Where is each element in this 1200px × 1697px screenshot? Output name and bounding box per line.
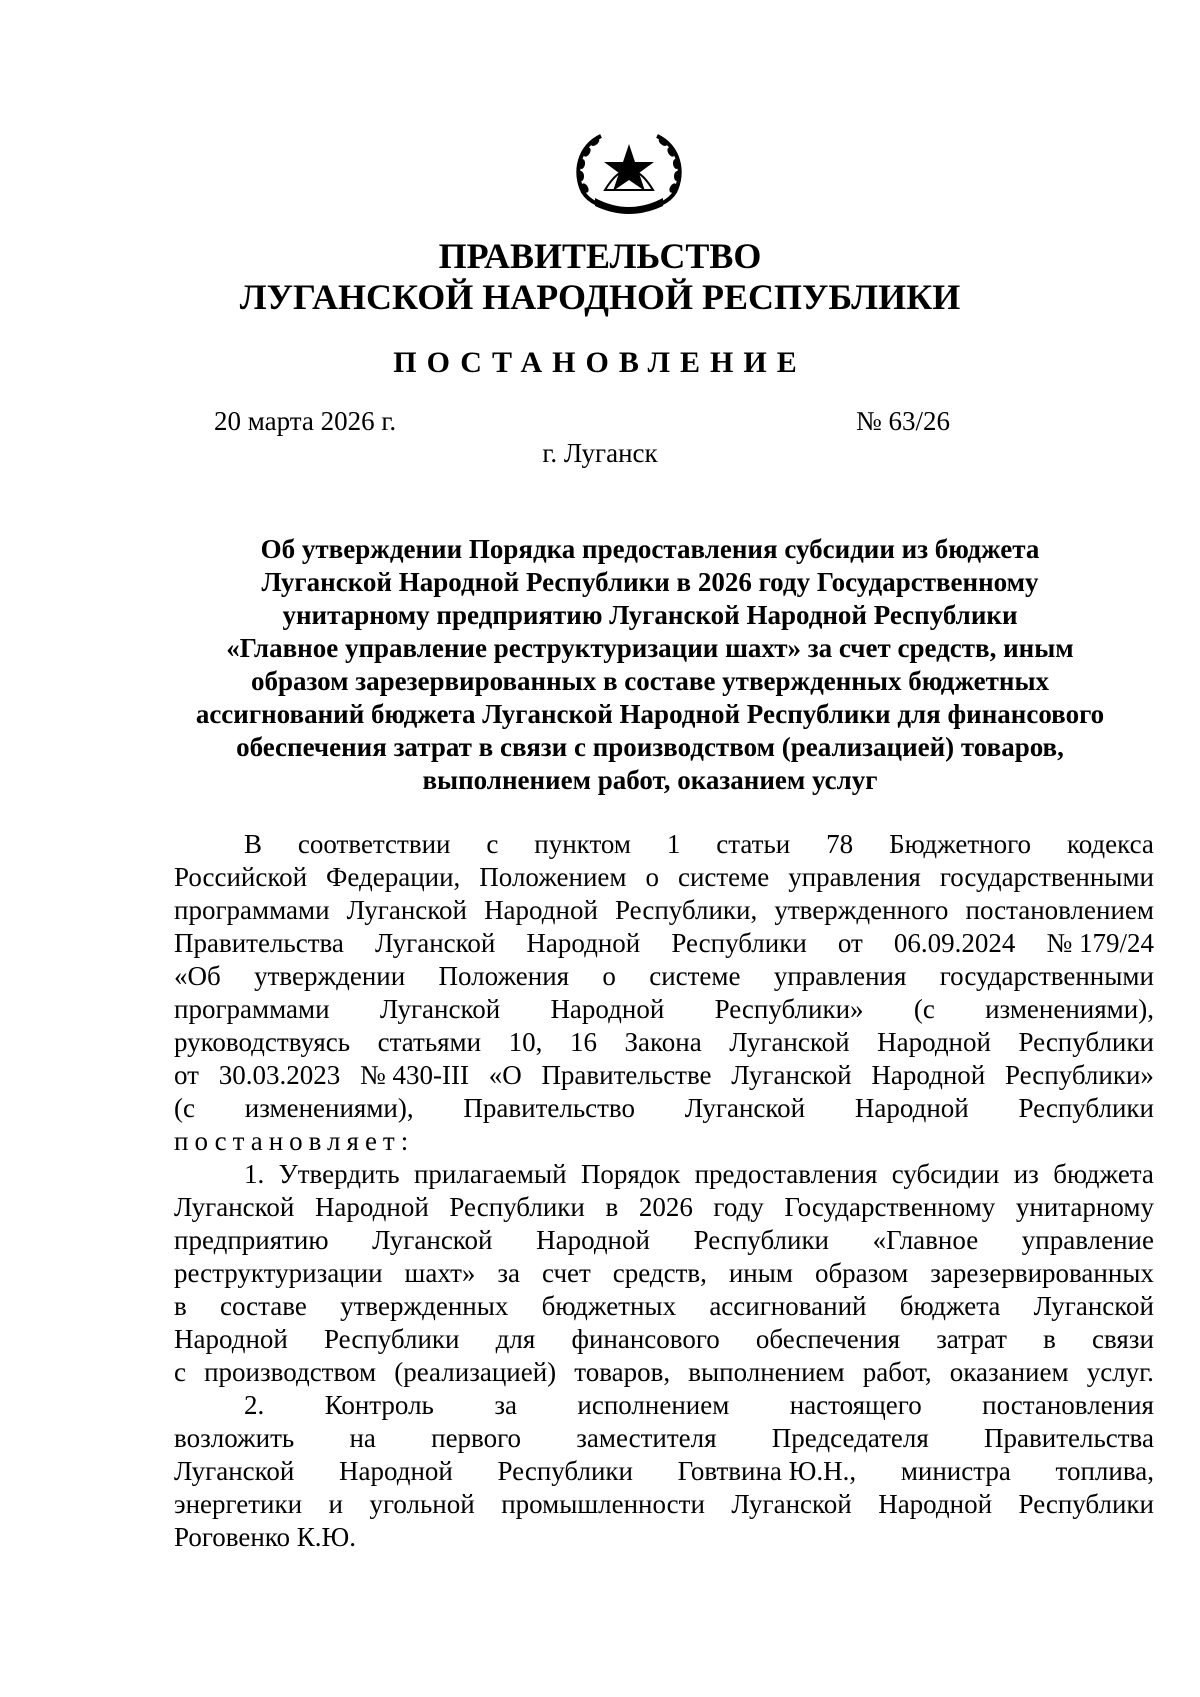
subject-line: «Главное управление реструктуризации шахт» за счет средств, иным	[226, 633, 1074, 663]
body-word: Народной	[484, 895, 598, 925]
body-word: исполнением	[577, 1390, 730, 1420]
body-word: Закона	[624, 1027, 702, 1057]
body-word: Народной	[174, 1324, 288, 1354]
body-word: Луганской	[174, 1456, 295, 1486]
body-word: Луганской	[174, 1192, 295, 1222]
body-word: производством	[204, 1357, 377, 1387]
body-word: Луганской	[731, 1060, 852, 1090]
body-word: финансового	[571, 1324, 720, 1354]
body-word: программами	[174, 994, 330, 1024]
body-word: за	[494, 1390, 517, 1420]
body-word: с	[174, 1357, 186, 1387]
body-word: предоставления	[694, 1159, 878, 1189]
body-word: утвержденного	[774, 895, 949, 925]
body-word: выполнением	[688, 1357, 845, 1387]
body-word: в	[1043, 1324, 1056, 1354]
body-line	[174, 861, 1154, 894]
body-line	[174, 1125, 1154, 1158]
body-word: топлива,	[1055, 1456, 1154, 1486]
body-word: заместителя	[576, 1423, 717, 1453]
body-word: Утвердить	[278, 1159, 400, 1189]
body-line	[174, 1158, 1154, 1191]
body-word: 1.	[244, 1159, 265, 1189]
body-word: постановляет:	[174, 1126, 415, 1156]
body-word: с	[486, 829, 499, 859]
body-word: бюджета	[1053, 1159, 1154, 1189]
body-word: услуг.	[1086, 1357, 1154, 1387]
body-word: постановления	[982, 1390, 1154, 1420]
body-word: счет	[542, 1258, 591, 1288]
government-title	[0, 236, 1200, 318]
subject-line: выполнением работ, оказанием услуг	[422, 765, 878, 795]
subject-line: унитарному предприятию Луганской Народной Республики	[282, 600, 1018, 630]
body-line	[174, 927, 1154, 960]
body-word: Говтвина Ю.Н.,	[677, 1456, 857, 1486]
subject-line: образом зарезервированных в составе утвержденных бюджетных	[250, 666, 1050, 696]
body-word: настоящего	[789, 1390, 922, 1420]
body-word: Положением	[479, 862, 627, 892]
body-line	[174, 1389, 1154, 1422]
body-word: 2026	[638, 1192, 693, 1222]
body-word: Луганской	[684, 1093, 806, 1123]
body-word: Республики	[449, 1192, 585, 1222]
body-line	[174, 993, 1154, 1026]
body-line	[174, 1356, 1154, 1389]
subject-line: Об утверждении Порядка предоставления субсидии из бюджета	[260, 534, 1040, 564]
body-word: бюджетных	[541, 1291, 677, 1321]
body-word: (с	[913, 994, 935, 1024]
body-word: Республики	[1018, 1093, 1154, 1123]
subject-line: обеспечения затрат в связи с производством (реализацией) товаров,	[236, 732, 1064, 762]
body-word: статьями	[377, 1027, 482, 1057]
body-word: Правительства	[174, 928, 344, 958]
body-word: 16	[569, 1027, 597, 1057]
body-word: иным	[728, 1258, 793, 1288]
body-line	[174, 1290, 1154, 1323]
body-word: ассигнований	[709, 1291, 867, 1321]
body-word: Федерации,	[326, 862, 461, 892]
body-word: Республики	[671, 928, 807, 958]
body-word: кодекса	[1066, 829, 1154, 859]
body-word: Роговенко К.Ю.	[174, 1522, 357, 1552]
body-line	[174, 1422, 1154, 1455]
body-line	[174, 894, 1154, 927]
body-word: Луганской	[375, 928, 496, 958]
body-word: № 179/24	[1046, 928, 1154, 958]
body-word: Луганской	[731, 1489, 852, 1519]
body-line	[174, 1026, 1154, 1059]
body-word: Контроль	[324, 1390, 434, 1420]
body-word: унитарному	[1015, 1192, 1154, 1222]
body-word: реструктуризации	[174, 1258, 383, 1288]
body-word: № 430-III	[359, 1060, 469, 1090]
body-word: Государственному	[784, 1192, 996, 1222]
document-city: г. Луганск	[542, 438, 658, 468]
body-word: Луганской	[729, 1027, 850, 1057]
body-word: году	[713, 1192, 764, 1222]
body-word: Правительство	[463, 1093, 635, 1123]
body-word: Республики	[1018, 1489, 1154, 1519]
document-date: 20 марта 2026 г.	[214, 406, 397, 436]
body-word: о	[645, 862, 659, 892]
body-line	[174, 1455, 1154, 1488]
body-word: системе	[649, 961, 741, 991]
body-word: предприятию	[174, 1225, 329, 1255]
body-line	[174, 1224, 1154, 1257]
body-word: и	[328, 1489, 343, 1519]
body-word: энергетики	[174, 1489, 303, 1519]
body-word: утверждении	[254, 961, 406, 991]
body-word: для	[495, 1324, 536, 1354]
body-word: пунктом	[534, 829, 631, 859]
body-word: Российской	[174, 862, 308, 892]
body-word: Республики,	[615, 895, 758, 925]
body-word: (реализацией)	[394, 1357, 557, 1387]
body-line	[174, 1488, 1154, 1521]
body-word: 30.03.2023	[218, 1060, 341, 1090]
body-word: Республики	[497, 1456, 633, 1486]
body-word: управление	[1021, 1225, 1154, 1255]
body-word: от	[174, 1060, 199, 1090]
body-word: Народной	[877, 1027, 991, 1057]
body-line	[174, 1323, 1154, 1356]
body-line	[174, 1521, 1154, 1554]
body-word: связи	[1092, 1324, 1154, 1354]
body-word: изменениями),	[244, 1093, 414, 1123]
body-word: о	[602, 961, 616, 991]
body-word: обеспечения	[755, 1324, 901, 1354]
gov-title-line1: ПРАВИТЕЛЬСТВО	[438, 236, 762, 276]
body-word: в	[605, 1192, 619, 1222]
subject-line: Луганской Народной Республики в 2026 году Государственному	[261, 567, 1039, 597]
body-word: от	[837, 928, 863, 958]
body-word: Народной	[878, 1489, 993, 1519]
body-word: программами	[174, 895, 330, 925]
body-word: за	[497, 1258, 521, 1288]
body-word: прилагаемый	[413, 1159, 567, 1189]
gov-title-line2: ЛУГАНСКОЙ НАРОДНОЙ РЕСПУБЛИКИ	[239, 277, 961, 317]
body-word: Луганской	[346, 895, 467, 925]
body-word: оказанием	[949, 1357, 1069, 1387]
body-word: угольной	[369, 1489, 475, 1519]
body-word: «Об	[174, 961, 221, 991]
body-word: работ,	[862, 1357, 932, 1387]
body-word: 06.09.2024	[893, 928, 1016, 958]
body-word: субсидии	[891, 1159, 1000, 1189]
body-word: государственными	[939, 862, 1154, 892]
body-word: Луганской	[372, 1225, 493, 1255]
body-word: Председателя	[771, 1423, 929, 1453]
body-word: постановлением	[965, 895, 1154, 925]
body-word: Народной	[550, 994, 665, 1024]
body-word: Народной	[339, 1456, 453, 1486]
body-word: шахт»	[404, 1258, 476, 1288]
body-word: 10,	[508, 1027, 543, 1057]
body-line	[174, 1092, 1154, 1125]
body-word: бюджета	[899, 1291, 1001, 1321]
body-word: В	[244, 829, 263, 859]
body-word: Республики	[324, 1324, 460, 1354]
body-word: Народной	[526, 928, 641, 958]
body-word: (с	[174, 1093, 195, 1123]
body-word: «О	[488, 1060, 522, 1090]
body-line	[174, 1257, 1154, 1290]
body-word: в	[174, 1291, 187, 1321]
document-body	[174, 828, 1154, 1554]
body-word: на	[349, 1423, 376, 1453]
body-word: управления	[788, 862, 921, 892]
body-word: 2.	[244, 1390, 265, 1420]
body-word: товаров,	[574, 1357, 671, 1387]
coat-of-arms-icon	[565, 120, 693, 216]
body-word: министра	[900, 1456, 1011, 1486]
body-word: Республики»	[1004, 1060, 1154, 1090]
body-word: средств,	[612, 1258, 707, 1288]
body-word: Луганской	[379, 994, 501, 1024]
body-word: изменениями),	[985, 994, 1154, 1024]
body-word: из	[1013, 1159, 1039, 1189]
body-word: Народной	[871, 1060, 986, 1090]
body-word: статьи	[716, 829, 791, 859]
body-word: первого	[431, 1423, 522, 1453]
body-word: 1	[666, 829, 681, 859]
body-word: государственными	[939, 961, 1154, 991]
body-word: «Главное	[872, 1225, 979, 1255]
body-word: Порядок	[580, 1159, 681, 1189]
body-word: зарезервированных	[930, 1258, 1154, 1288]
body-word: Народной	[314, 1192, 429, 1222]
body-word: системе	[677, 862, 770, 892]
body-word: утвержденных	[340, 1291, 509, 1321]
body-word: управления	[773, 961, 907, 991]
body-word: Положения	[438, 961, 570, 991]
subject-line: ассигнований бюджета Луганской Народной Республики для финансового	[195, 699, 1105, 729]
document-type: ПОСТАНОВЛЕНИЕ	[393, 346, 807, 379]
body-line	[174, 960, 1154, 993]
body-word: затрат	[936, 1324, 1007, 1354]
body-word: Правительстве	[541, 1060, 712, 1090]
body-word: соответствии	[297, 829, 451, 859]
body-word: Правительства	[984, 1423, 1154, 1453]
body-word: Народной	[854, 1093, 969, 1123]
body-word: промышленности	[501, 1489, 705, 1519]
body-word: образом	[814, 1258, 909, 1288]
body-line	[174, 1059, 1154, 1092]
body-line	[174, 1191, 1154, 1224]
body-word: Республики»	[714, 994, 864, 1024]
body-word: 78	[826, 829, 854, 859]
body-line	[174, 828, 1154, 861]
body-word: Бюджетного	[889, 829, 1032, 859]
body-word: возложить	[174, 1423, 295, 1453]
body-word: составе	[220, 1291, 307, 1321]
body-word: Республики	[693, 1225, 830, 1255]
body-word: Луганской	[1033, 1291, 1154, 1321]
document-subject	[150, 533, 1150, 797]
body-word: руководствуясь	[174, 1027, 351, 1057]
body-word: Республики	[1018, 1027, 1154, 1057]
document-number: № 63/26	[856, 406, 951, 436]
body-word: Народной	[536, 1225, 650, 1255]
